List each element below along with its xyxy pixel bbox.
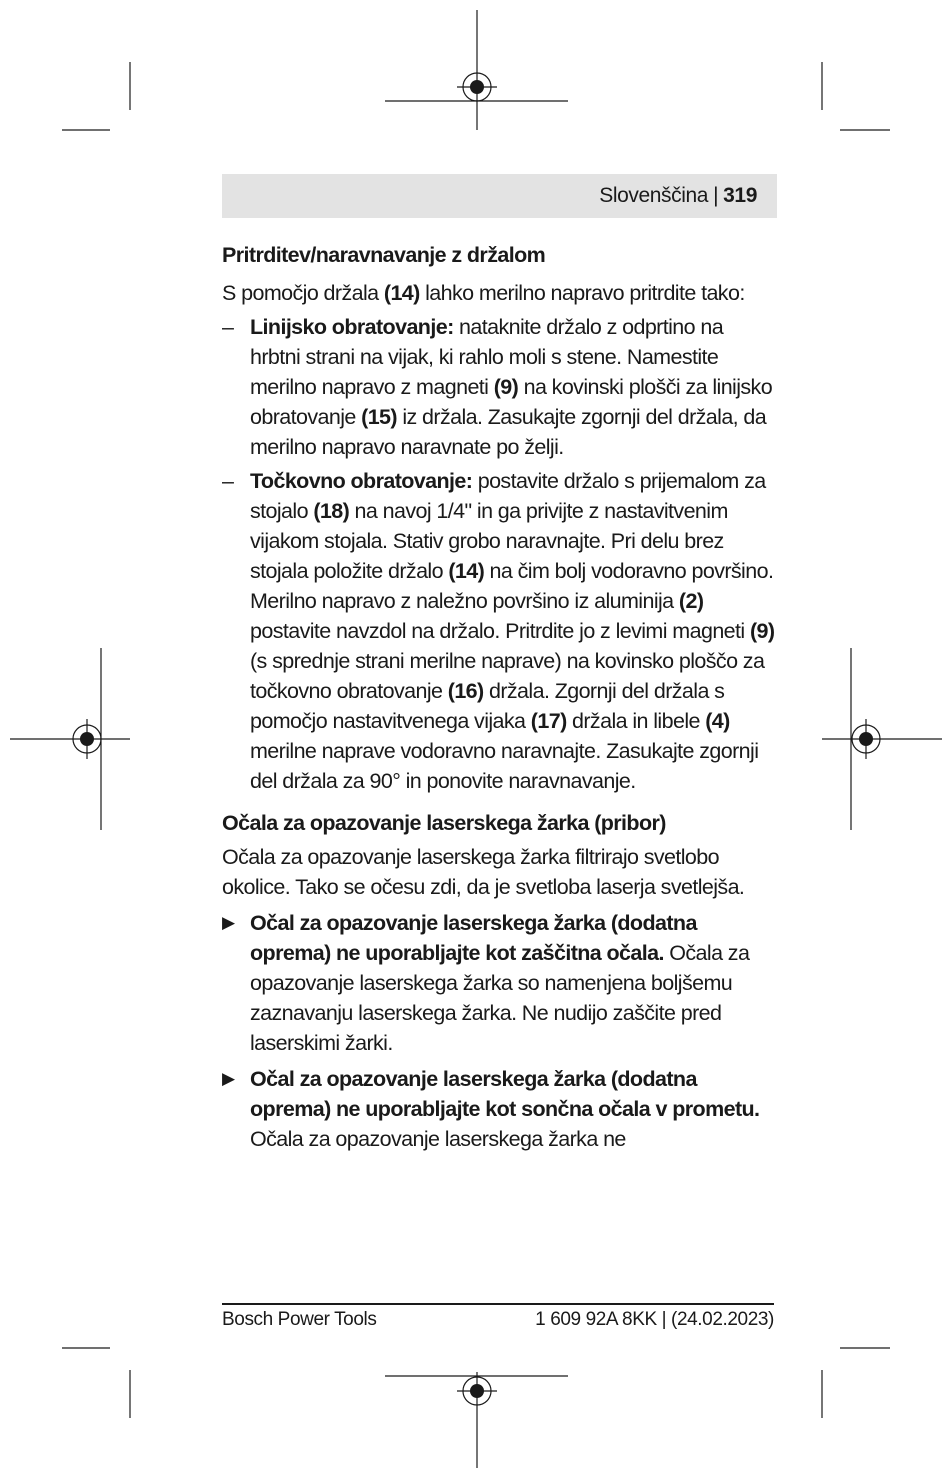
section-heading-holder: Pritrditev/naravnavanje z držalom [222, 243, 546, 267]
footer-brand: Bosch Power Tools [222, 1309, 377, 1330]
page-content [222, 240, 777, 1154]
registration-mark-top [385, 10, 568, 130]
registration-mark-left [10, 648, 130, 830]
page-footer [222, 1303, 774, 1331]
point-mode-paragraph-2: Merilno napravo z naležno površino iz aluminija (2) postavite navzdol na držalo. Pritrdite jo z levimi magneti (9) (s sprednje strani merilne naprave) na kovinsko ploščo za točkovno obratovanje (16) držala. Zgornji del držala s pomočjo nastavitvenega vijaka (17) držala in libele (4) merilne naprave vodoravno naravnajte. Zasukajte zgornji del držala za 90° in ponovite naravnavanje. [250, 589, 775, 793]
page [222, 174, 777, 1151]
holder-intro: S pomočjo držala (14) lahko merilno napravo pritrdite tako: [222, 281, 745, 305]
dash-marker: – [222, 315, 234, 339]
page-number: 319 [723, 184, 757, 207]
registration-mark-right [822, 648, 942, 830]
warning-item: ▶ Očal za opazovanje laserskega žarka (dodatna oprema) ne uporabljajte kot sončna očala v prometu. Očala za opazovanje laserskega žarka ne [222, 1064, 777, 1154]
header-separator: | [713, 184, 719, 207]
footer-doc-id: 1 609 92A 8KK | (24.02.2023) [535, 1309, 774, 1330]
warning-item: ▶ Očal za opazovanje laserskega žarka (dodatna oprema) ne uporabljajte kot zaščitna očala. Očala za opazovanje laserskega žarka so namenjena boljšemu zaznavanju laserskega žarka. Ne nudijo zaščite pred laserskimi žarki. [222, 908, 777, 1058]
glasses-intro: Očala za opazovanje laserskega žarka filtrirajo svetlobo okolice. Tako se očesu zdi, da je svetloba laserja svetlejša. [222, 845, 745, 899]
list-item-line-mode: – Linijsko obratovanje: nataknite držalo z odprtino na hrbtni strani na vijak, ki rahlo moli s stene. Namestite merilno napravo z magneti (9) na kovinski plošči za linijsko obratovanje (15) iz držala. Zasukajte zgornji del držala, da merilno napravo naravnate po želji. [222, 312, 777, 462]
header-language: Slovenščina [599, 184, 709, 207]
page-header [222, 174, 777, 218]
warning-triangle-icon: ▶ [222, 1069, 235, 1088]
dash-marker: – [222, 469, 234, 493]
section-heading-glasses: Očala za opazovanje laserskega žarka (pribor) [222, 811, 666, 835]
warning-triangle-icon: ▶ [222, 913, 235, 932]
list-item-point-mode: – Točkovno obratovanje: postavite držalo s prijemalom za stojalo (18) na navoj 1/4" in ga privijte z nastavitvenim vijakom stojala. Stativ grobo naravnajte. Pri delu brez stojala položite držalo (14) na čim bolj vodoravno površino. Merilno napravo z naležno površino iz aluminija (2) postavite navzdol na držalo. Pritrdite jo z levimi magneti (9) (s sprednje strani merilne naprave) na kovinsko ploščo za točkovno obratovanje (16) držala. Zgornji del držala s pomočjo nastavitvenega vijaka (17) držala in libele (4) merilne naprave vodoravno naravnajte. Zasukajte zgornji del držala za 90° in ponovite naravnavanje. [222, 466, 777, 796]
